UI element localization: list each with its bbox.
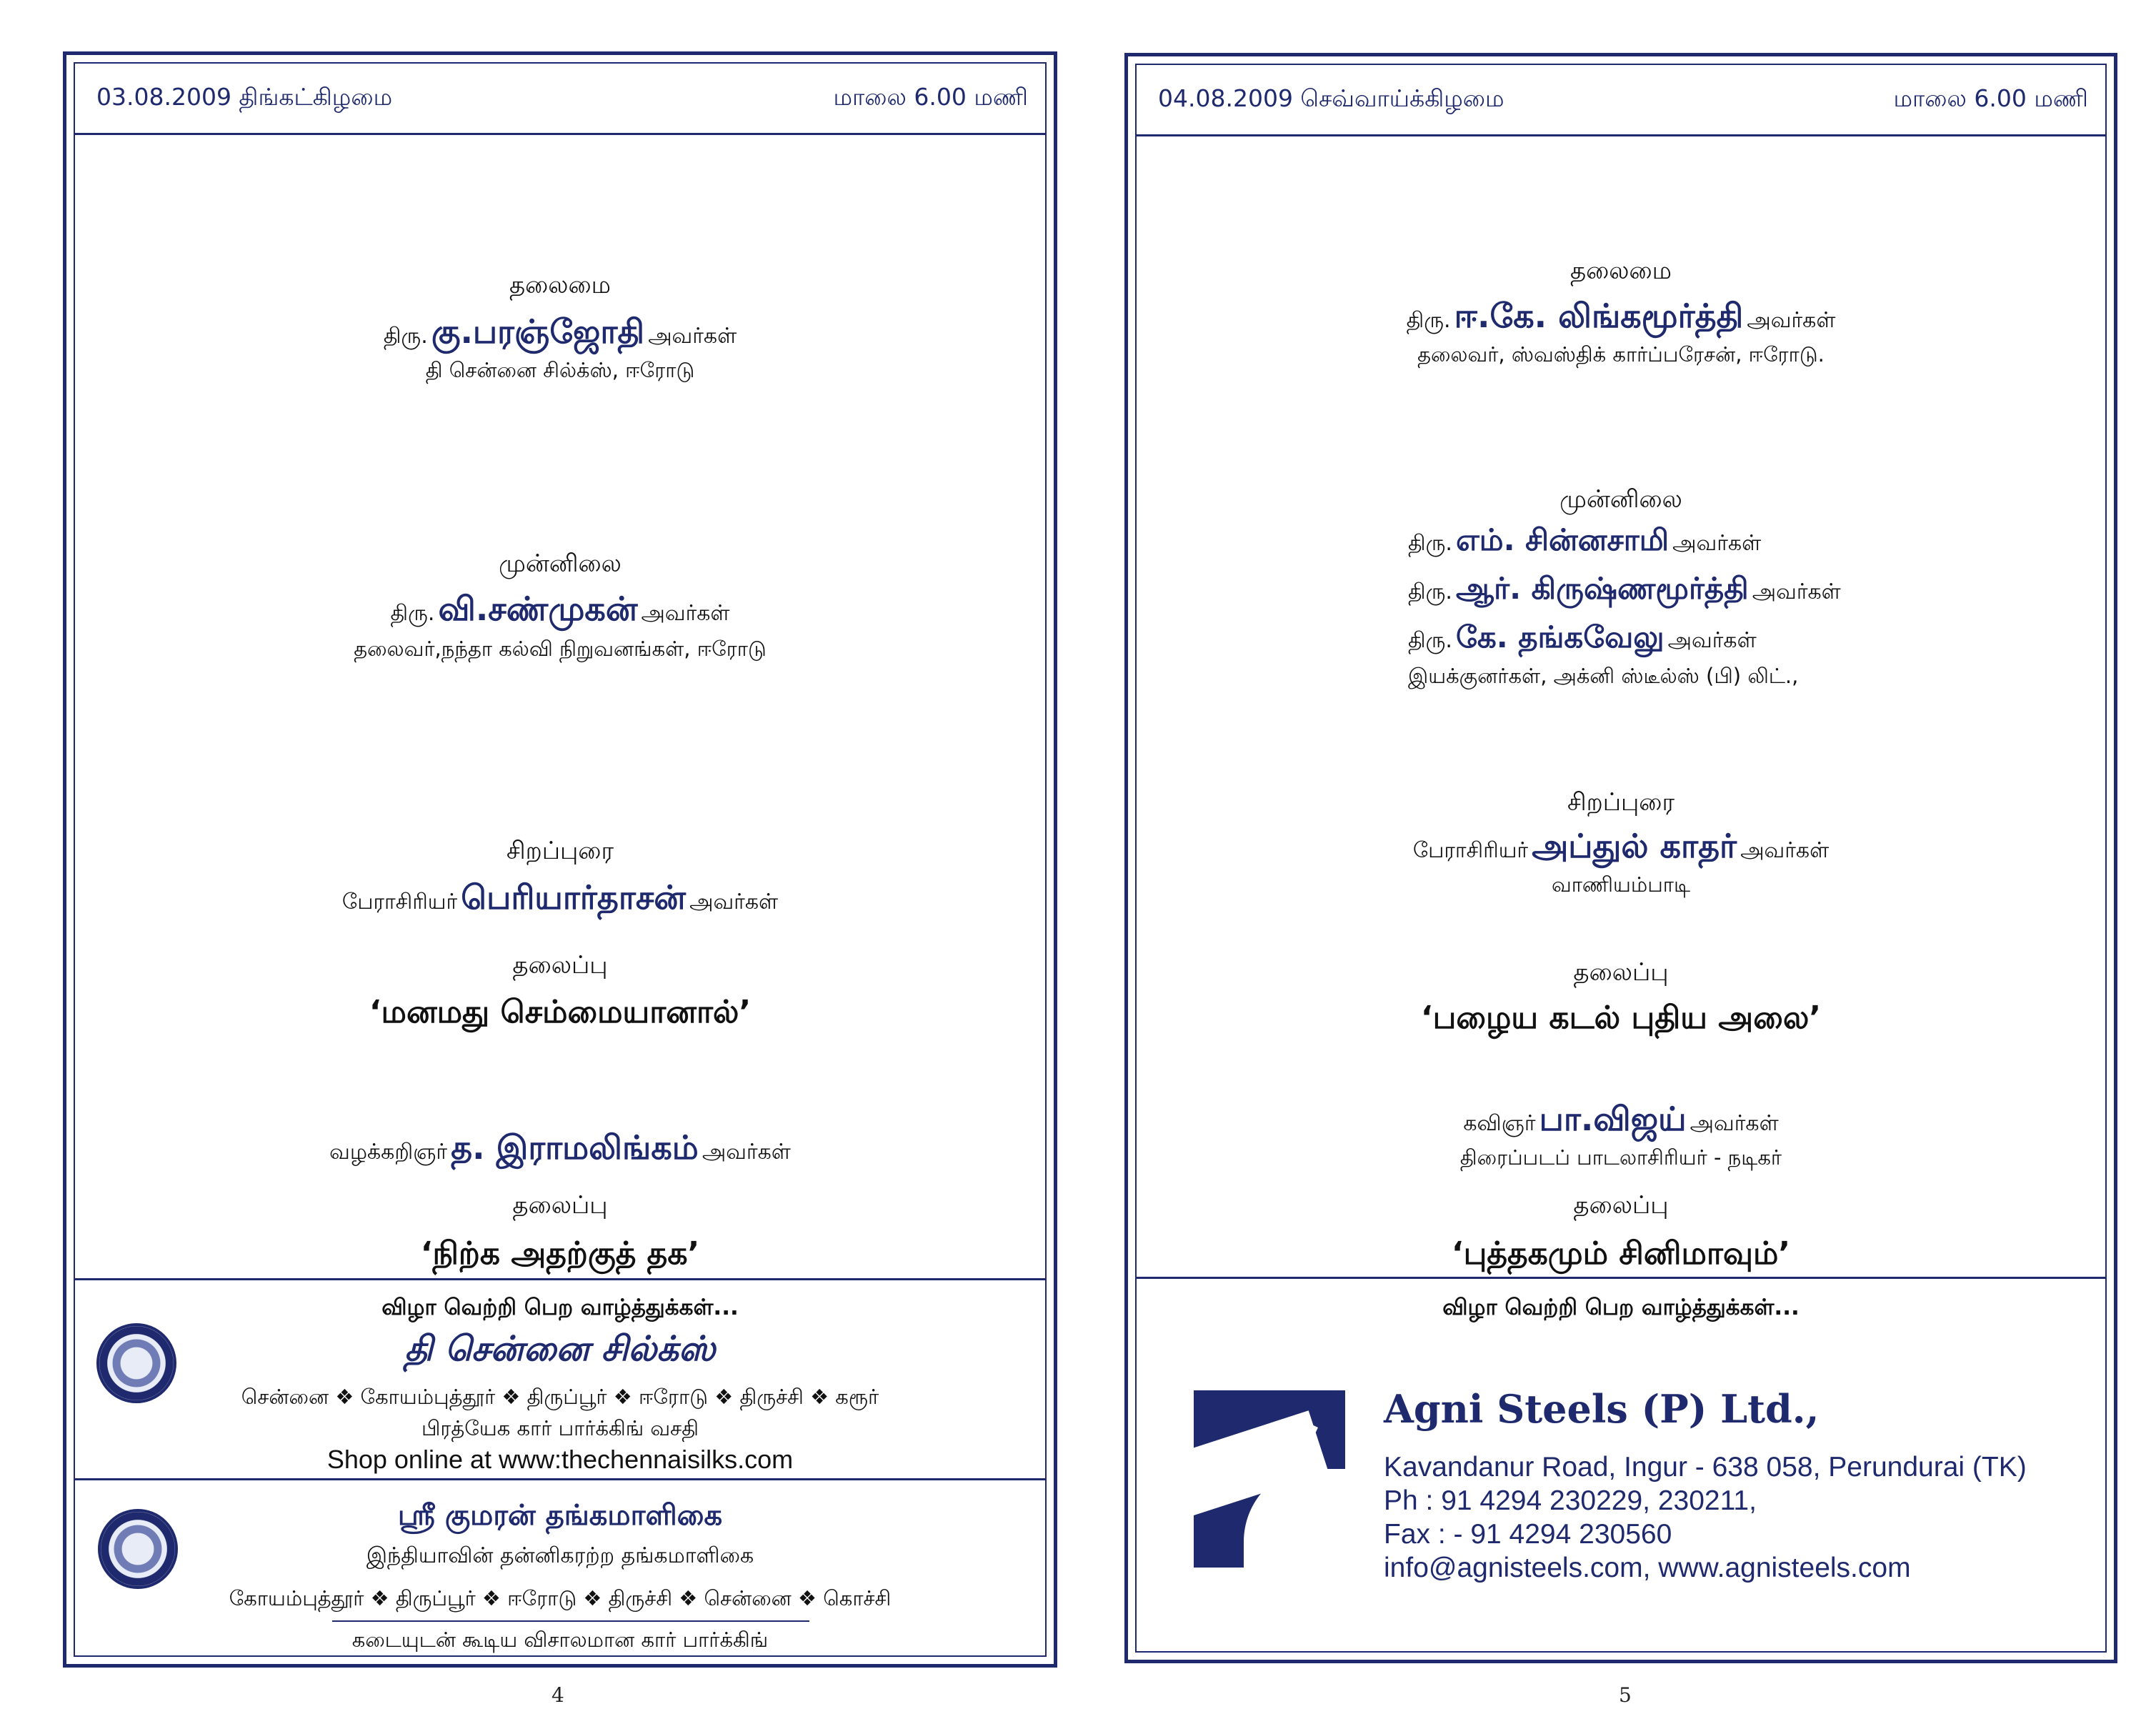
right-special-topic-heading: தலைப்பு <box>1573 958 1669 987</box>
left-ad2-divider <box>332 1620 809 1622</box>
right-presiding-desc: தலைவர், ஸ்வஸ்திக் கார்ப்பரேசன், ஈரோடு. <box>1417 342 1825 367</box>
left-presiding-suffix: அவர்கள் <box>648 324 737 349</box>
left-special-line <box>75 878 1045 922</box>
right-page <box>1124 53 2117 1663</box>
left-presiding-heading: தலைமை <box>509 271 612 299</box>
right-present-person-1 <box>1408 522 1841 571</box>
right-ad-phone: Ph : 91 4294 230229, 230211, <box>1384 1485 1757 1516</box>
left-ad1-brand: தி சென்னை சில்க்ஸ் <box>404 1329 716 1369</box>
left-presiding-line <box>75 312 1045 356</box>
right-ad-greeting: விழா வெற்றி பெற வாழ்த்துக்கள்... <box>1442 1295 1800 1320</box>
left-date: 03.08.2009 திங்கட்கிழமை <box>96 82 393 111</box>
right-ad-company: Agni Steels (P) Ltd., <box>1384 1386 1820 1432</box>
left-special-topic: ‘மனமது செம்மையானால்’ <box>369 994 752 1030</box>
left-present-line <box>75 589 1045 633</box>
agni-steels-logo-icon <box>1194 1390 1345 1568</box>
left-present-suffix: அவர்கள் <box>641 601 730 626</box>
left-present-desc: தலைவர்,நந்தா கல்வி நிறுவனங்கள், ஈரோடு <box>354 637 767 661</box>
right-present-name-2: ஆர். கிருஷ்ணமூர்த்தி <box>1456 571 1749 606</box>
right-present-name-1: எம். சின்னசாமி <box>1456 522 1670 557</box>
right-page-number: 5 <box>1619 1683 1632 1707</box>
left-special-name: பெரியார்தாசன் <box>461 878 687 917</box>
left-ad1-greeting: விழா வெற்றி பெற வாழ்த்துக்கள்... <box>381 1295 739 1320</box>
left-ad-chennai-silks <box>75 1278 1045 1480</box>
right-second-suffix: அவர்கள் <box>1690 1111 1779 1136</box>
right-present-prefix-3: திரு. <box>1408 628 1452 653</box>
right-ad-contact <box>1384 1450 2027 1585</box>
left-page-frame <box>74 62 1047 1657</box>
left-ad1-online: Shop online at www:thechennaisilks.com <box>326 1445 794 1474</box>
left-present-name: வி.சண்முகன் <box>438 589 638 628</box>
right-present-person-2 <box>1408 571 1841 619</box>
left-special-prefix: பேராசிரியர் <box>341 890 458 915</box>
right-second-desc: திரைப்படப் பாடலாசிரியர் - நடிகர் <box>1459 1145 1782 1170</box>
right-second-line <box>1137 1100 2105 1143</box>
right-date: 04.08.2009 செவ்வாய்க்கிழமை <box>1158 84 1504 112</box>
left-present-heading: முன்னிலை <box>499 549 622 578</box>
left-presiding-desc: தி சென்னை சில்க்ஸ், ஈரோடு <box>425 358 695 382</box>
right-ad-web: info@agnisteels.com, www.agnisteels.com <box>1384 1553 1911 1583</box>
right-second-prefix: கவிஞர் <box>1463 1111 1536 1136</box>
right-presiding-heading: தலைமை <box>1569 256 1672 285</box>
right-special-name: அப்துல் காதர் <box>1532 827 1737 865</box>
right-present-person-3 <box>1408 619 1841 664</box>
right-present-prefix-1: திரு. <box>1408 531 1452 556</box>
right-special-desc: வாணியம்பாடி <box>1551 872 1691 897</box>
right-second-topic-heading: தலைப்பு <box>1573 1191 1669 1220</box>
right-special-line <box>1137 827 2105 870</box>
left-page-number: 4 <box>552 1683 564 1707</box>
right-second-name: பா.விஜய் <box>1539 1100 1687 1138</box>
right-present-suffix-2: அவர்கள் <box>1752 579 1841 604</box>
right-ad-fax: Fax : - 91 4294 230560 <box>1384 1519 1672 1550</box>
right-presiding-name: ஈ.கே. லிங்கமூர்த்தி <box>1454 297 1744 335</box>
left-header <box>75 64 1045 135</box>
left-time: மாலை 6.00 மணி <box>833 82 1028 111</box>
right-presiding-line <box>1137 297 2105 340</box>
right-ad-address: Kavandanur Road, Ingur - 638 058, Perundurai (TK) <box>1384 1452 2027 1483</box>
left-second-suffix: அவர்கள் <box>702 1140 791 1165</box>
left-second-line <box>75 1128 1045 1172</box>
right-page-frame <box>1135 64 2107 1653</box>
right-time: மாலை 6.00 மணி <box>1893 84 2088 112</box>
right-special-heading: சிறப்புரை <box>1567 788 1675 817</box>
left-second-prefix: வழக்கறிஞர் <box>329 1140 448 1165</box>
right-present-suffix-1: அவர்கள் <box>1672 531 1762 556</box>
left-present-prefix: திரு. <box>390 601 435 626</box>
left-ad-kumaran <box>75 1478 1045 1665</box>
right-present-prefix-2: திரு. <box>1408 579 1452 604</box>
right-presiding-suffix: அவர்கள் <box>1747 308 1836 333</box>
right-present-list <box>1408 522 1841 691</box>
right-ad-agni-steels <box>1137 1277 2105 1662</box>
left-ad2-tagline: இந்தியாவின் தன்னிகரற்ற தங்கமாளிகை <box>366 1543 754 1568</box>
left-presiding-name: கு.பரஞ்ஜோதி <box>431 312 645 351</box>
right-presiding-prefix: திரு. <box>1406 308 1451 333</box>
left-second-name: த. இராமலிங்கம் <box>451 1128 699 1167</box>
left-page <box>63 51 1057 1668</box>
right-present-heading: முன்னிலை <box>1559 485 1682 514</box>
right-special-prefix: பேராசிரியர் <box>1412 838 1529 863</box>
left-special-topic-heading: தலைப்பு <box>512 951 608 980</box>
right-header <box>1137 65 2105 136</box>
right-present-name-3: கே. தங்கவேலு <box>1456 619 1665 654</box>
left-second-topic: ‘நிற்க அதற்குத் தக’ <box>420 1235 700 1272</box>
left-ad1-cities: சென்னை ❖ கோயம்புத்தூர் ❖ திருப்பூர் ❖ ஈரோடு ❖ திருச்சி ❖ கரூர் <box>241 1385 879 1409</box>
left-ad2-parking: கடையுடன் கூடிய விசாலமான கார் பார்க்கிங் <box>351 1628 769 1652</box>
right-second-topic: ‘புத்தகமும் சினிமாவும்’ <box>1451 1235 1791 1272</box>
left-second-topic-heading: தலைப்பு <box>512 1191 608 1220</box>
right-special-topic: ‘பழைய கடல் புதிய அலை’ <box>1420 1000 1822 1036</box>
left-presiding-prefix: திரு. <box>383 324 428 349</box>
right-special-suffix: அவர்கள் <box>1740 838 1830 863</box>
left-ad1-parking: பிரத்யேக கார் பார்க்கிங் வசதி <box>421 1416 699 1440</box>
left-special-suffix: அவர்கள் <box>689 890 779 915</box>
right-present-suffix-3: அவர்கள் <box>1667 628 1757 653</box>
left-ad2-cities: கோயம்புத்தூர் ❖ திருப்பூர் ❖ ஈரோடு ❖ திருச்சி ❖ சென்னை ❖ கொச்சி <box>229 1586 892 1610</box>
left-special-heading: சிறப்புரை <box>506 837 614 865</box>
right-present-desc: இயக்குனர்கள், அக்னி ஸ்டீல்ஸ் (பி) லிட்., <box>1408 664 1799 688</box>
left-ad2-brand: ஸ்ரீ குமரன் தங்கமாளிகை <box>397 1499 723 1532</box>
